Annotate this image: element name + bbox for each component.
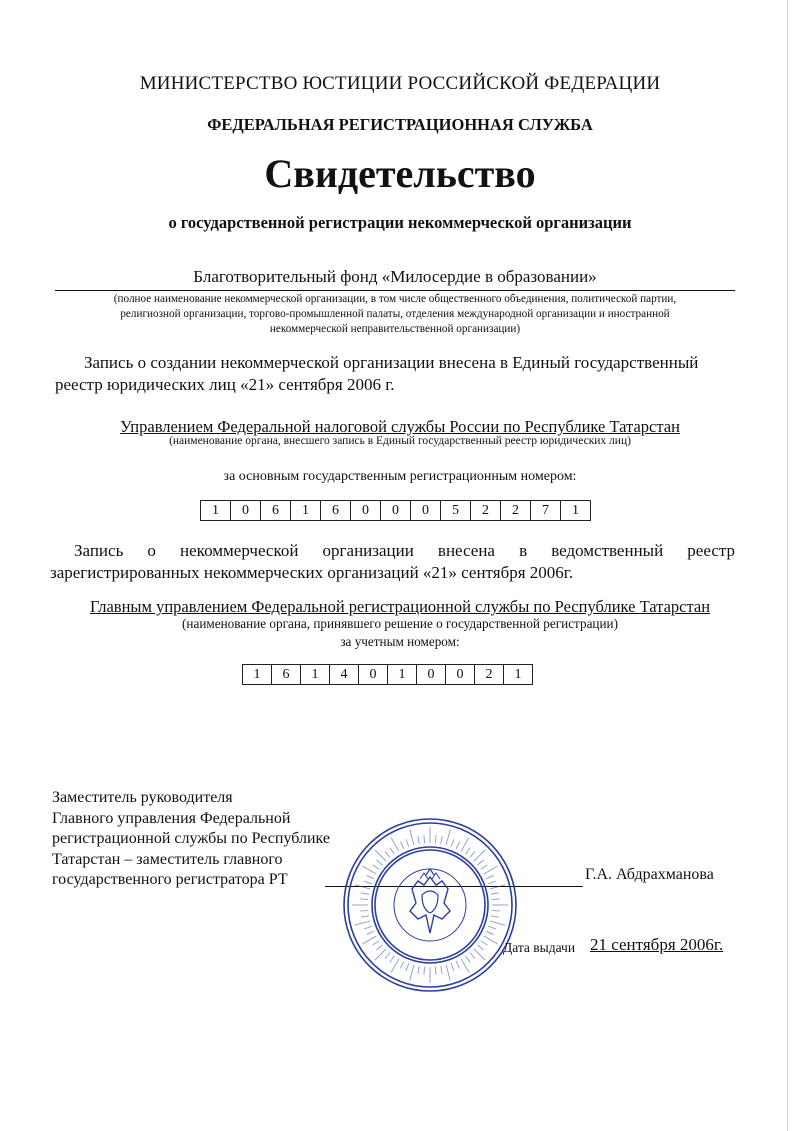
organization-caption-line: некоммерческой неправительственной организации): [269, 323, 521, 335]
ogrn-digit: 0: [381, 501, 411, 521]
registration-digit: 4: [330, 665, 359, 685]
certificate-subtitle: о государственной регистрации некоммерческой организации: [168, 213, 632, 232]
official-seal-icon: [340, 815, 520, 995]
registration-digit: 0: [417, 665, 446, 685]
ogrn-digit: 7: [531, 501, 561, 521]
ogrn-digit: 0: [231, 501, 261, 521]
organization-caption: [60, 292, 730, 337]
ministry-heading: МИНИСТЕРСТВО ЮСТИЦИИ РОССИЙСКОЙ ФЕДЕРАЦИИ: [139, 73, 661, 94]
issue-date-label: Дата выдачи: [503, 940, 576, 955]
organization-name: Благотворительный фонд «Милосердие в образовании»: [193, 267, 597, 286]
tax-authority-caption: (наименование органа, внесшего запись в Единый государственный реестр юридических лиц): [169, 435, 631, 447]
ogrn-digit: 1: [291, 501, 321, 521]
registry-record-line: Запись о некоммерческой организации внесена в ведомственный реестр: [74, 541, 735, 560]
signer-position-line: Главного управления Федеральной: [52, 809, 291, 827]
signer-name: Г.А. Абдрахманова: [585, 866, 714, 883]
registry-record-text: [50, 540, 735, 584]
issue-date-value: 21 сентября 2006г.: [590, 935, 724, 954]
organization-caption-line: (полное наименование некоммерческой организации, в том числе общественного объединения, политической партии,: [113, 293, 677, 305]
registration-digit: 1: [243, 665, 272, 685]
organization-name-underline: [55, 290, 735, 291]
ogrn-label: за основным государственным регистрационным номером:: [223, 469, 577, 484]
egrul-record-line: Запись о создании некоммерческой организации внесена в Единый государственный: [84, 353, 699, 372]
organization-caption-line: религиозной организации, торгово-промышленной палаты, отделения международной организации и иностранной: [120, 308, 670, 320]
registration-digit: 1: [388, 665, 417, 685]
ogrn-digit: 2: [471, 501, 501, 521]
registry-record-line: зарегистрированных некоммерческих организаций «21» сентября 2006г.: [50, 563, 574, 582]
ogrn-digit: 1: [201, 501, 231, 521]
ogrn-digit: 0: [351, 501, 381, 521]
registration-number-boxes: [242, 664, 533, 685]
egrul-record-text: [55, 352, 735, 396]
signer-position-line: регистрационной службы по Республике: [52, 830, 331, 848]
service-heading: ФЕДЕРАЛЬНАЯ РЕГИСТРАЦИОННАЯ СЛУЖБА: [207, 115, 593, 134]
ogrn-digit: 2: [501, 501, 531, 521]
signer-position: [52, 788, 372, 891]
registration-authority-name: Главным управлением Федеральной регистрационной службы по Республике Татарстан: [89, 597, 711, 616]
registration-digit: 2: [475, 665, 504, 685]
certificate-title: Свидетельство: [264, 151, 536, 196]
signer-position-line: Татарстан – заместитель главного: [52, 850, 283, 868]
ogrn-digit: 6: [321, 501, 351, 521]
registration-digit: 0: [446, 665, 475, 685]
egrul-record-line: реестр юридических лиц «21» сентября 2006 г.: [55, 375, 395, 394]
registration-authority-caption: (наименование органа, принявшего решение о государственной регистрации): [182, 616, 618, 631]
tax-authority-name: Управлением Федеральной налоговой службы России по Республике Татарстан: [120, 417, 680, 436]
ogrn-digit: 6: [261, 501, 291, 521]
ogrn-digit: 1: [561, 501, 591, 521]
registration-digit: 6: [272, 665, 301, 685]
registration-number-label: за учетным номером:: [340, 634, 460, 649]
ogrn-digit: 0: [411, 501, 441, 521]
signer-position-line: Заместитель руководителя: [52, 789, 233, 806]
registration-digit: 1: [504, 665, 533, 685]
ogrn-number-boxes: [200, 500, 591, 521]
ogrn-digit: 5: [441, 501, 471, 521]
signer-position-line: государственного регистратора РТ: [52, 871, 288, 889]
registration-digit: 0: [359, 665, 388, 685]
registration-digit: 1: [301, 665, 330, 685]
